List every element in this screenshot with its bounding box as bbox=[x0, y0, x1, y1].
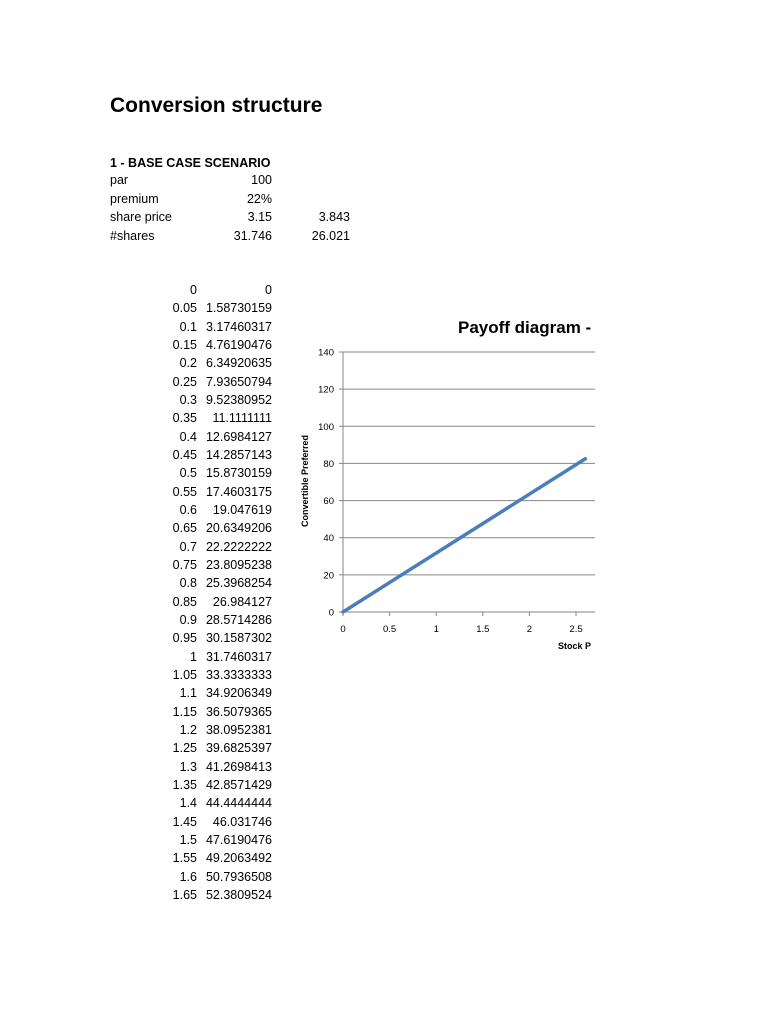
param-row bbox=[110, 173, 350, 191]
stock-price-cell: 0 bbox=[190, 283, 197, 297]
y-tick-label: 20 bbox=[323, 570, 334, 582]
stock-price-cell: 0.3 bbox=[179, 392, 197, 407]
payoff-value-cell: 52.3809524 bbox=[205, 887, 272, 902]
param-value-2: 26.021 bbox=[311, 228, 350, 243]
table-row bbox=[150, 485, 272, 503]
payoff-value-cell: 39.6825397 bbox=[205, 741, 272, 756]
y-tick-label: 40 bbox=[323, 533, 334, 545]
table-row bbox=[150, 833, 272, 851]
payoff-value-cell: 25.3968254 bbox=[205, 576, 272, 591]
table-row bbox=[150, 430, 272, 448]
payoff-value-cell: 41.2698413 bbox=[205, 759, 272, 774]
param-label: par bbox=[110, 173, 129, 187]
param-row bbox=[110, 210, 350, 228]
stock-price-cell: 1.5 bbox=[179, 832, 197, 847]
table-row bbox=[150, 723, 272, 741]
stock-price-cell: 1.65 bbox=[172, 887, 197, 902]
scenario-label: 1 - BASE CASE SCENARIO bbox=[110, 156, 271, 170]
stock-price-cell: 1.25 bbox=[172, 741, 197, 756]
payoff-value-cell: 12.6984127 bbox=[205, 429, 272, 444]
x-tick-label: 2.5 bbox=[569, 624, 583, 635]
payoff-value-cell: 50.7936508 bbox=[205, 869, 272, 884]
stock-price-cell: 0.55 bbox=[172, 484, 197, 499]
payoff-value-cell: 36.5079365 bbox=[205, 704, 272, 719]
param-value-2: 3.843 bbox=[318, 210, 350, 224]
payoff-value-cell: 33.3333333 bbox=[205, 667, 272, 682]
payoff-value-cell: 28.5714286 bbox=[205, 612, 272, 627]
sheet-title: Conversion structure bbox=[110, 94, 323, 117]
table-row bbox=[150, 466, 272, 484]
stock-price-cell: 0.7 bbox=[179, 539, 197, 554]
table-row bbox=[150, 851, 272, 869]
table-row bbox=[150, 668, 272, 686]
table-row bbox=[150, 650, 272, 668]
stock-price-cell: 1.6 bbox=[179, 869, 197, 884]
x-tick-label: 1.5 bbox=[476, 624, 490, 635]
chart-svg bbox=[284, 303, 595, 668]
payoff-value-cell: 4.76190476 bbox=[205, 337, 272, 352]
payoff-value-cell: 15.8730159 bbox=[205, 466, 272, 481]
table-row bbox=[150, 521, 272, 539]
payoff-value-cell: 44.4444444 bbox=[205, 796, 272, 811]
table-row bbox=[150, 411, 272, 429]
x-tick-label: 0.5 bbox=[382, 624, 397, 635]
table-row bbox=[150, 338, 272, 356]
x-axis-label: Stock P bbox=[558, 641, 592, 651]
stock-price-cell: 0.85 bbox=[172, 594, 197, 609]
table-row bbox=[150, 870, 272, 888]
table-row bbox=[150, 301, 272, 319]
stock-price-cell: 0.1 bbox=[179, 319, 197, 334]
payoff-value-cell: 42.8571429 bbox=[205, 777, 272, 792]
table-row bbox=[150, 613, 272, 631]
stock-price-cell: 1.35 bbox=[172, 777, 197, 792]
payoff-value-cell: 19.047619 bbox=[212, 502, 272, 517]
table-row bbox=[150, 705, 272, 723]
param-value: 100 bbox=[251, 173, 272, 187]
stock-price-cell: 1.55 bbox=[172, 851, 197, 866]
stock-price-cell: 0.5 bbox=[179, 466, 197, 481]
table-row bbox=[150, 686, 272, 704]
param-label: premium bbox=[110, 191, 159, 206]
param-label: #shares bbox=[110, 228, 155, 243]
param-value: 3.15 bbox=[247, 210, 272, 224]
stock-price-cell: 0.45 bbox=[172, 447, 197, 462]
payoff-value-cell: 47.6190476 bbox=[205, 832, 272, 847]
table-row bbox=[150, 558, 272, 576]
table-row bbox=[150, 320, 272, 338]
payoff-value-cell: 46.031746 bbox=[212, 814, 272, 829]
payoff-value-cell: 34.9206349 bbox=[205, 686, 272, 701]
table-row bbox=[150, 888, 272, 906]
table-row bbox=[150, 356, 272, 374]
payoff-value-cell: 9.52380952 bbox=[205, 392, 272, 407]
stock-price-cell: 1.2 bbox=[179, 722, 197, 737]
stock-price-cell: 1.15 bbox=[172, 704, 197, 719]
x-tick-label: 1 bbox=[433, 624, 439, 635]
y-tick-label: 80 bbox=[323, 458, 334, 470]
stock-price-cell: 1.05 bbox=[172, 667, 197, 682]
payoff-data-table bbox=[150, 283, 272, 906]
y-tick-label: 120 bbox=[318, 384, 334, 396]
table-row bbox=[150, 576, 272, 594]
payoff-value-cell: 38.0952381 bbox=[205, 722, 272, 737]
payoff-value-cell: 23.8095238 bbox=[205, 557, 272, 572]
table-row bbox=[150, 503, 272, 521]
table-row bbox=[150, 760, 272, 778]
stock-price-cell: 0.2 bbox=[179, 356, 197, 371]
x-tick-label: 2 bbox=[526, 624, 533, 635]
payoff-value-cell: 14.2857143 bbox=[205, 447, 272, 462]
payoff-chart bbox=[284, 303, 595, 668]
table-row bbox=[150, 393, 272, 411]
payoff-value-cell: 17.4603175 bbox=[205, 484, 272, 499]
param-row bbox=[110, 192, 350, 210]
table-row bbox=[150, 283, 272, 301]
stock-price-cell: 0.25 bbox=[172, 374, 197, 389]
y-tick-label: 0 bbox=[328, 607, 334, 619]
stock-price-cell: 0.4 bbox=[179, 429, 197, 444]
payoff-value-cell: 26.984127 bbox=[212, 594, 272, 609]
payoff-value-cell: 11.1111111 bbox=[212, 411, 272, 426]
payoff-value-cell: 0 bbox=[265, 283, 272, 297]
stock-price-cell: 1.3 bbox=[179, 759, 197, 774]
chart-title: Payoff diagram - bbox=[458, 318, 592, 337]
stock-price-cell: 1 bbox=[190, 649, 197, 664]
payoff-value-cell: 6.34920635 bbox=[205, 356, 272, 371]
param-value: 22% bbox=[246, 191, 272, 206]
table-row bbox=[150, 595, 272, 613]
payoff-value-cell: 30.1587302 bbox=[205, 631, 272, 646]
payoff-value-cell: 31.7460317 bbox=[205, 649, 272, 664]
param-label: share price bbox=[110, 210, 172, 224]
x-tick-label: 0 bbox=[340, 624, 346, 635]
table-row bbox=[150, 796, 272, 814]
y-tick-label: 140 bbox=[318, 347, 334, 359]
stock-price-cell: 1.4 bbox=[179, 796, 197, 811]
param-row bbox=[110, 229, 350, 247]
table-row bbox=[150, 815, 272, 833]
table-row bbox=[150, 540, 272, 558]
table-row bbox=[150, 778, 272, 796]
param-value: 31.746 bbox=[233, 228, 272, 243]
payoff-value-cell: 3.17460317 bbox=[205, 319, 272, 334]
stock-price-cell: 1.45 bbox=[172, 814, 197, 829]
payoff-value-cell: 49.2063492 bbox=[205, 851, 272, 866]
stock-price-cell: 0.9 bbox=[179, 612, 197, 627]
payoff-value-cell: 22.2222222 bbox=[205, 539, 272, 554]
stock-price-cell: 0.8 bbox=[179, 576, 197, 591]
table-row bbox=[150, 448, 272, 466]
stock-price-cell: 0.95 bbox=[172, 631, 197, 646]
payoff-value-cell: 7.93650794 bbox=[205, 374, 272, 389]
stock-price-cell: 0.6 bbox=[179, 502, 197, 517]
y-tick-label: 60 bbox=[323, 496, 334, 508]
table-row bbox=[150, 375, 272, 393]
stock-price-cell: 0.35 bbox=[172, 411, 197, 426]
payoff-value-cell: 1.58730159 bbox=[205, 301, 272, 316]
stock-price-cell: 0.65 bbox=[172, 521, 197, 536]
stock-price-cell: 0.05 bbox=[172, 301, 197, 316]
y-tick-label: 100 bbox=[318, 421, 334, 433]
stock-price-cell: 0.15 bbox=[172, 337, 197, 352]
payoff-value-cell: 20.6349206 bbox=[205, 521, 272, 536]
table-row bbox=[150, 741, 272, 759]
table-row bbox=[150, 631, 272, 649]
stock-price-cell: 1.1 bbox=[179, 686, 197, 701]
y-axis-label: Convertible Preferred bbox=[300, 434, 310, 528]
stock-price-cell: 0.75 bbox=[172, 557, 197, 572]
